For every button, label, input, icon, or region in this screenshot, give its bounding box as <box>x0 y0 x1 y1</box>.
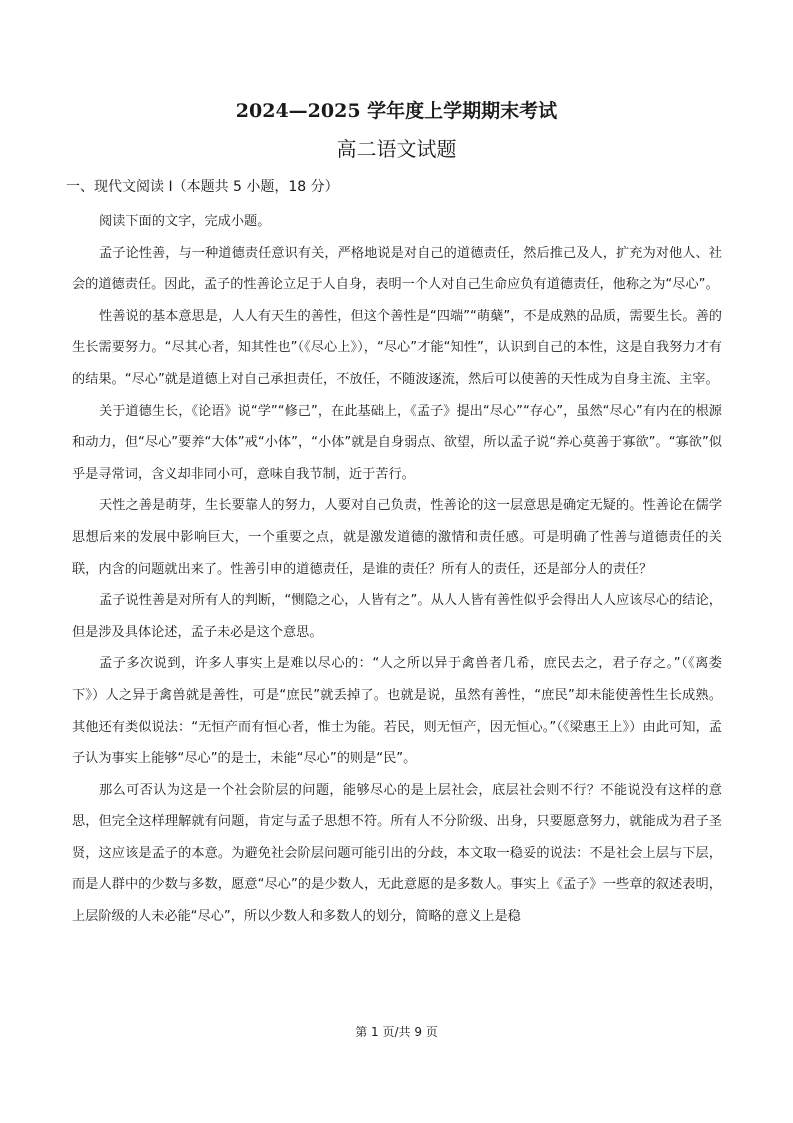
passage-body <box>72 206 722 933</box>
page-subtitle: 高二语文试题 <box>336 137 457 161</box>
page-title: 2024—2025 学年度上学期期末考试 <box>235 100 558 122</box>
passage-paragraph: 孟子说性善是对所有人的判断，“恻隐之心，人皆有之”。从人人皆有善性似乎会得出人人应该尽心的结论，但是涉及具体论述，孟子未必是这个意思。 <box>72 593 722 640</box>
passage-paragraph: 孟子多次说到，许多人事实上是难以尽心的：“人之所以异于禽兽者几希，庶民去之，君子存之。”（《离娄下》）人之异于禽兽就是善性，可是“庶民”就丢掉了。也就是说，虽然有善性，“庶民”却未能使善性生长成熟。其他还有类似说法：“无恒产而有恒心者，惟士为能。若民，则无恒产，因无恒心。”（《梁惠王上》）由此可知，孟子认为事实上能够“尽心”的是士，未能“尽心”的则是“民”。 <box>72 656 722 767</box>
passage-paragraph: 孟子论性善，与一种道德责任意识有关，严格地说是对自己的道德责任，然后推己及人，扩充为对他人、社会的道德责任。因此，孟子的性善论立足于人自身，表明一个人对自己生命应负有道德责任，他称之为“尽心”。 <box>72 245 722 293</box>
section-heading: 一、现代文阅读 I（本题共 5 小题，18 分） <box>66 179 339 195</box>
page-number: 第 1 页/共 9 页 <box>355 1025 438 1039</box>
passage-paragraph: 性善说的基本意思是，人人有天生的善性，但这个善性是“四端”“萌蘖”，不是成熟的品质，需要生长。善的生长需要努力。“尽其心者，知其性也”（《尽心上》），“尽心”才能“知性”，认识到自己的本性，这是自我努力才有的结果。“尽心”就是道德上对自己承担责任，不放任，不随波逐流，然后可以使善的天性成为自身主流、主宰。 <box>72 308 722 387</box>
passage-paragraph: 那么可否认为这是一个社会阶层的问题，能够尽心的是上层社会，底层社会则不行？不能说没有这样的意思，但完全这样理解就有问题，肯定与孟子思想不符。所有人不分阶级、出身，只要愿意努力，就能成为君子圣贤，这应该是孟子的本意。为避免社会阶层问题可能引出的分歧，本文取一稳妥的说法：不是社会上层与下层，而是人群中的少数与多数，愿意“尽心”的是少数人，无此意愿的是多数人。事实上《孟子》一些章的叙述表明，上层阶级的人未必能“尽心”，所以少数人和多数人的划分，简略的意义上是稳 <box>72 782 722 925</box>
passage-paragraph: 天性之善是萌芽，生长要靠人的努力，人要对自己负责，性善论的这一层意思是确定无疑的。性善论在儒学思想后来的发展中影响巨大，一个重要之点，就是激发道德的激情和责任感。可是明确了性善与道德责任的关联，内含的问题就出来了。性善引申的道德责任，是谁的责任？所有人的责任，还是部分人的责任？ <box>72 498 722 577</box>
passage-paragraph: 关于道德生长，《论语》说“学”“修己”，在此基础上，《孟子》提出“尽心”“存心”，虽然“尽心”有内在的根源和动力，但“尽心”要养“大体”戒“小体”，“小体”就是自身弱点、欲望，所以孟子说“养心莫善于寡欲”。“寡欲”似乎是寻常词，含义却非同小可，意味自我节制，近于苦行。 <box>72 403 722 482</box>
reading-instruction: 阅读下面的文字，完成小题。 <box>99 214 271 229</box>
